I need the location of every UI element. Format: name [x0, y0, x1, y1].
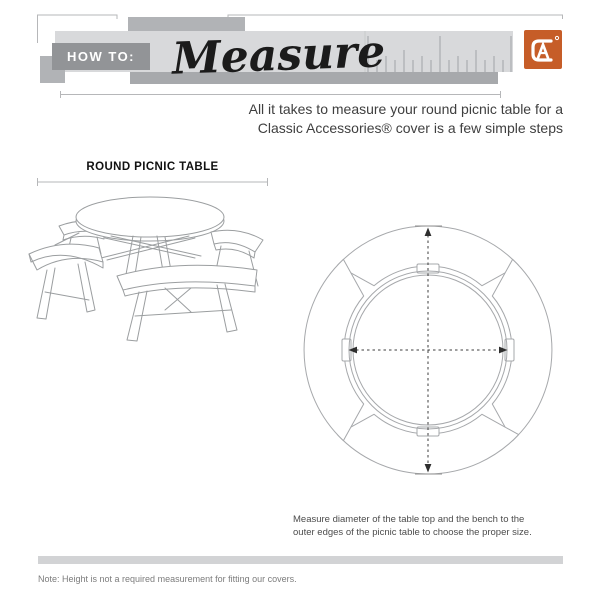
picnic-table-perspective-illustration	[15, 188, 295, 373]
kicker-label: HOW TO:	[66, 49, 136, 64]
left-figure-label: ROUND PICNIC TABLE	[86, 161, 219, 173]
caption-line-2: outer edges of the picnic table to choose the proper size.	[293, 527, 532, 538]
footer-divider-bar	[38, 556, 563, 564]
intro-line-2: Classic Accessories® cover is a few simple steps	[257, 120, 563, 136]
page-title: Measure	[171, 26, 386, 85]
figure-caption	[293, 513, 573, 539]
intro-text	[200, 100, 563, 138]
picnic-table-top-view-diagram	[278, 202, 578, 502]
footer-note: Note: Height is not a required measurement for fitting our covers.	[38, 574, 297, 584]
intro-line-1: All it takes to measure your round picnic table for a	[248, 101, 563, 117]
kicker-badge	[52, 43, 150, 70]
caption-line-1: Measure diameter of the table top and the bench to the	[293, 514, 525, 525]
classic-accessories-logo-icon	[524, 30, 562, 69]
